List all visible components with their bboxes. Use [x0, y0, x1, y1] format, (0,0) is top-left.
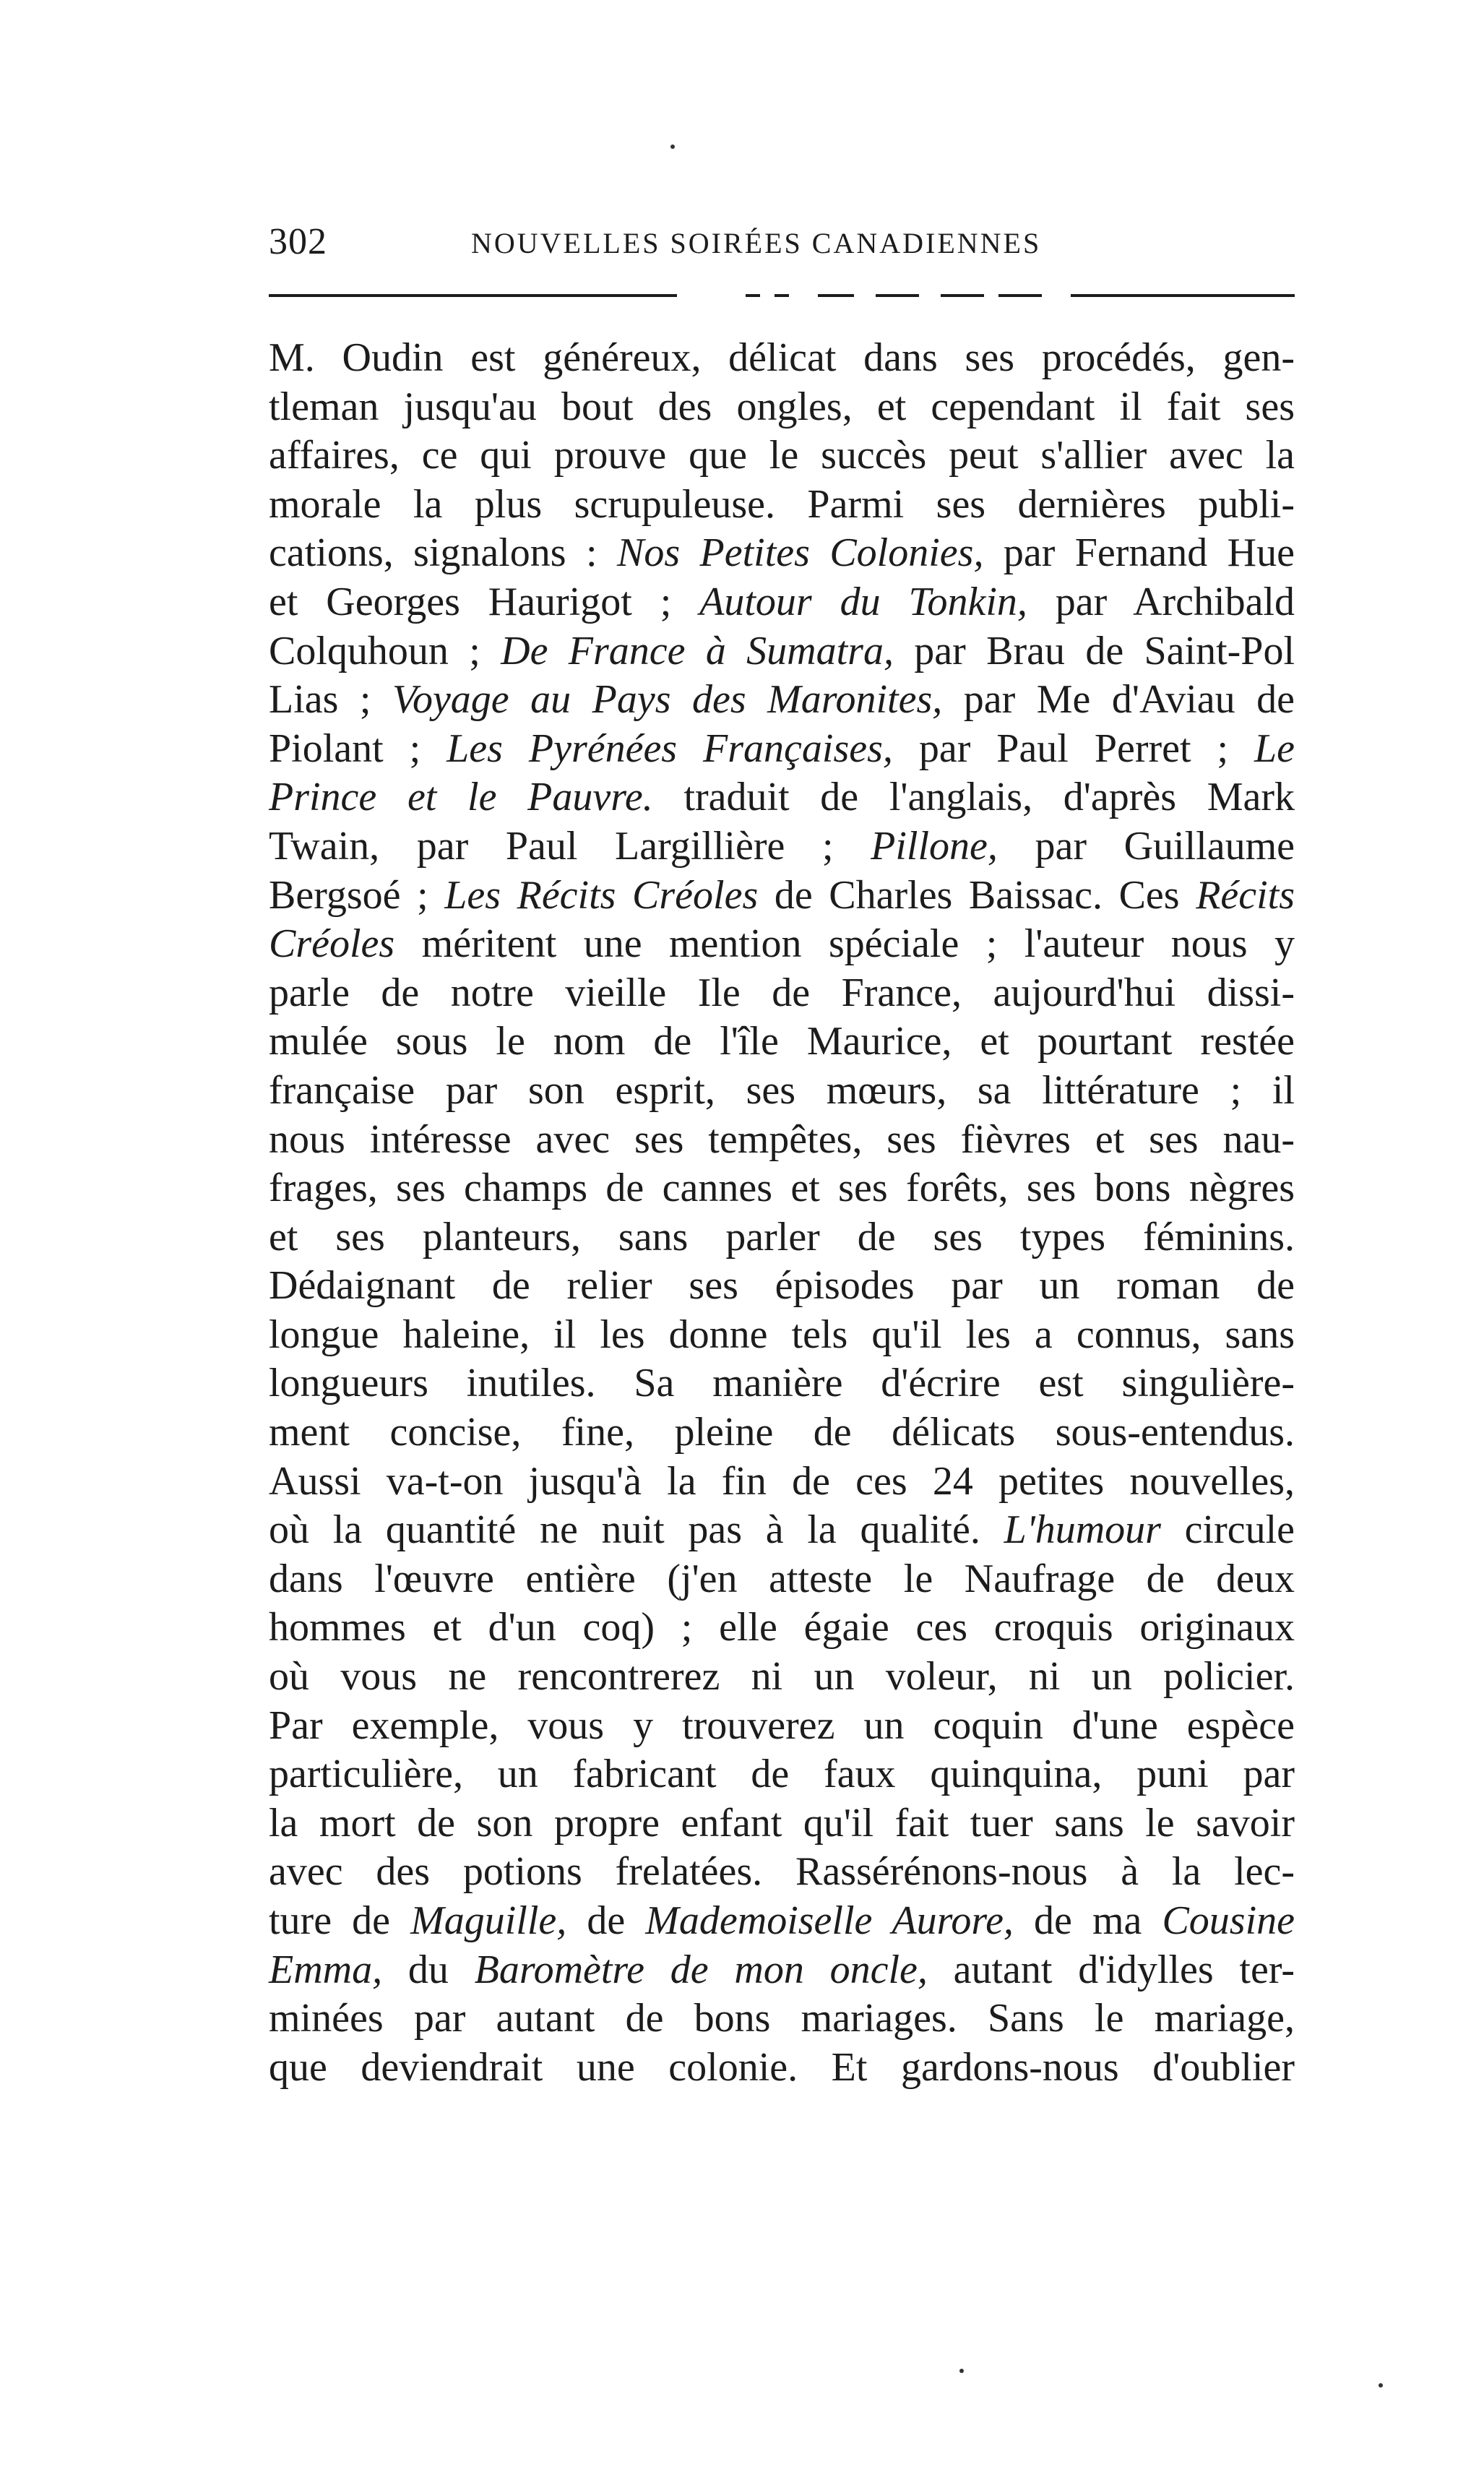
- text-segment: par Archibald: [1027, 579, 1295, 624]
- text-line: [269, 578, 1295, 627]
- text-segment: longueurs inutiles. Sa manière d'écrire est singulière-: [269, 1361, 1295, 1406]
- text-segment: et ses planteurs, sans parler de ses types féminins.: [269, 1214, 1295, 1260]
- text-segment: Bergsoé ;: [269, 872, 445, 918]
- text-segment: par Me d'Aviau de: [942, 677, 1295, 723]
- text-segment: nous intéresse avec ses tempêtes, ses fièvres et ses nau-: [269, 1116, 1295, 1162]
- text-segment: morale la plus scrupuleuse. Parmi ses dernières publi-: [269, 481, 1295, 527]
- text-segment: dans l'œuvre entière (j'en atteste le Naufrage de deux: [269, 1556, 1295, 1601]
- text-segment: méritent une mention spéciale ; l'auteur nous y: [394, 921, 1295, 967]
- text-line: [269, 1799, 1295, 1848]
- speck-mark: [670, 145, 675, 149]
- text-segment: parle de notre vieille Ile de France, aujourd'hui dissi-: [269, 970, 1295, 1015]
- text-line: [269, 1897, 1295, 1946]
- italic-title: Les Récits Créoles: [444, 872, 759, 918]
- italic-title: Baromètre de mon oncle,: [474, 1947, 928, 1992]
- speck-mark: [1379, 2383, 1383, 2388]
- text-segment: avec des potions frelatées. Rassérénons-nous à la lec-: [269, 1849, 1295, 1895]
- italic-title: Nos Petites Colonies,: [616, 530, 984, 576]
- text-line: [269, 627, 1295, 676]
- text-line: [269, 529, 1295, 578]
- text-line: [269, 1555, 1295, 1604]
- text-segment: par Fernand Hue: [983, 530, 1295, 576]
- text-segment: M. Oudin est généreux, délicat dans ses procédés, gen-: [269, 335, 1295, 380]
- text-segment: circule: [1160, 1507, 1295, 1553]
- text-line: [269, 969, 1295, 1018]
- text-segment: autant d'idylles ter-: [927, 1947, 1295, 1992]
- text-segment: longue haleine, il les donne tels qu'il les a connus, sans: [269, 1312, 1295, 1357]
- text-segment: où la quantité ne nuit pas à la qualité.: [269, 1507, 1004, 1553]
- italic-title: Le: [1254, 726, 1295, 771]
- text-line: [269, 383, 1295, 432]
- text-line: [269, 2044, 1295, 2093]
- text-line: [269, 431, 1295, 481]
- text-line: [269, 1506, 1295, 1555]
- text-segment: du: [382, 1947, 475, 1992]
- text-segment: française par son esprit, ses mœurs, sa littérature ; il: [269, 1067, 1295, 1113]
- text-segment: Dédaignant de relier ses épisodes par un roman de: [269, 1263, 1295, 1309]
- text-segment: traduit de l'anglais, d'après Mark: [652, 775, 1295, 820]
- text-line: [269, 1213, 1295, 1262]
- text-line: [269, 773, 1295, 822]
- text-segment: ture de: [269, 1898, 411, 1943]
- text-segment: la mort de son propre enfant qu'il fait tuer sans le savoir: [269, 1800, 1295, 1846]
- speck-mark: [959, 2369, 964, 2373]
- text-segment: frages, ses champs de cannes et ses forêts, ses bons nègres: [269, 1166, 1295, 1211]
- text-segment: affaires, ce qui prouve que le succès peut s'allier avec la: [269, 433, 1295, 478]
- text-line: [269, 1994, 1295, 2044]
- text-line: [269, 1067, 1295, 1116]
- italic-title: Mademoiselle Aurore,: [645, 1898, 1014, 1943]
- italic-title: Voyage au Pays des Maronites,: [392, 677, 943, 723]
- text-segment: Piolant ;: [269, 726, 447, 771]
- page-header: [269, 217, 1295, 267]
- italic-title: Cousine: [1162, 1898, 1295, 1943]
- text-segment: par Brau de Saint-Pol: [893, 628, 1295, 673]
- text-line: [269, 1408, 1295, 1458]
- text-line: [269, 1359, 1295, 1408]
- text-segment: cations, signalons :: [269, 530, 617, 576]
- text-segment: de: [566, 1898, 646, 1943]
- text-line: [269, 1458, 1295, 1507]
- text-segment: Colquhoun ;: [269, 628, 501, 673]
- text-line: [269, 871, 1295, 921]
- italic-title: Emma,: [269, 1947, 383, 1992]
- text-segment: hommes et d'un coq) ; elle égaie ces croquis originaux: [269, 1605, 1295, 1650]
- italic-title: Prince et le Pauvre.: [269, 775, 653, 820]
- italic-title: Récits: [1196, 872, 1295, 918]
- text-line: [269, 481, 1295, 530]
- text-segment: Lias ;: [269, 677, 392, 723]
- page-number: 302: [269, 221, 327, 262]
- italic-title: De France à Sumatra,: [501, 628, 894, 673]
- italic-title: Maguille,: [410, 1898, 567, 1943]
- italic-title: Les Pyrénées Françaises,: [447, 726, 893, 771]
- running-head: NOUVELLES SOIRÉES CANADIENNES: [471, 227, 1042, 259]
- text-segment: minées par autant de bons mariages. Sans le mariage,: [269, 1996, 1295, 2041]
- text-segment: mulée sous le nom de l'île Maurice, et pourtant restée: [269, 1019, 1295, 1064]
- italic-title: L'humour: [1004, 1507, 1161, 1553]
- italic-title: Pillone,: [871, 823, 998, 869]
- text-line: [269, 1164, 1295, 1213]
- text-line: [269, 1750, 1295, 1799]
- text-segment: tleman jusqu'au bout des ongles, et cependant il fait ses: [269, 384, 1295, 429]
- text-segment: et Georges Haurigot ;: [269, 579, 700, 624]
- text-segment: Aussi va-t-on jusqu'à la fin de ces 24 petites nouvelles,: [269, 1458, 1295, 1504]
- text-line: [269, 1946, 1295, 1995]
- text-segment: de Charles Baissac. Ces: [758, 872, 1196, 918]
- text-segment: particulière, un fabricant de faux quinquina, puni par: [269, 1752, 1295, 1797]
- text-line: [269, 1702, 1295, 1751]
- italic-title: Créoles: [269, 921, 395, 967]
- text-segment: Par exemple, vous y trouverez un coquin d'une espèce: [269, 1702, 1295, 1748]
- italic-title: Autour du Tonkin,: [699, 579, 1027, 624]
- text-line: [269, 1262, 1295, 1311]
- text-line: [269, 822, 1295, 871]
- text-segment: que deviendrait une colonie. Et gardons-nous d'oublier: [269, 2044, 1295, 2090]
- text-segment: où vous ne rencontrerez ni un voleur, ni un policier.: [269, 1654, 1295, 1700]
- text-line: [269, 725, 1295, 774]
- text-line: [269, 1848, 1295, 1897]
- text-segment: de ma: [1013, 1898, 1162, 1943]
- text-segment: par Guillaume: [997, 823, 1295, 869]
- body-paragraph: [269, 334, 1295, 2092]
- text-line: [269, 1603, 1295, 1653]
- text-line: [269, 1653, 1295, 1702]
- text-line: [269, 1017, 1295, 1067]
- text-line: [269, 920, 1295, 969]
- text-line: [269, 1311, 1295, 1360]
- header-rule: [269, 294, 1295, 297]
- text-segment: ment concise, fine, pleine de délicats sous-entendus.: [269, 1410, 1295, 1455]
- text-segment: par Paul Perret ;: [892, 726, 1254, 771]
- text-segment: Twain, par Paul Largillière ;: [269, 823, 871, 869]
- text-line: [269, 334, 1295, 383]
- text-line: [269, 1116, 1295, 1165]
- text-line: [269, 676, 1295, 725]
